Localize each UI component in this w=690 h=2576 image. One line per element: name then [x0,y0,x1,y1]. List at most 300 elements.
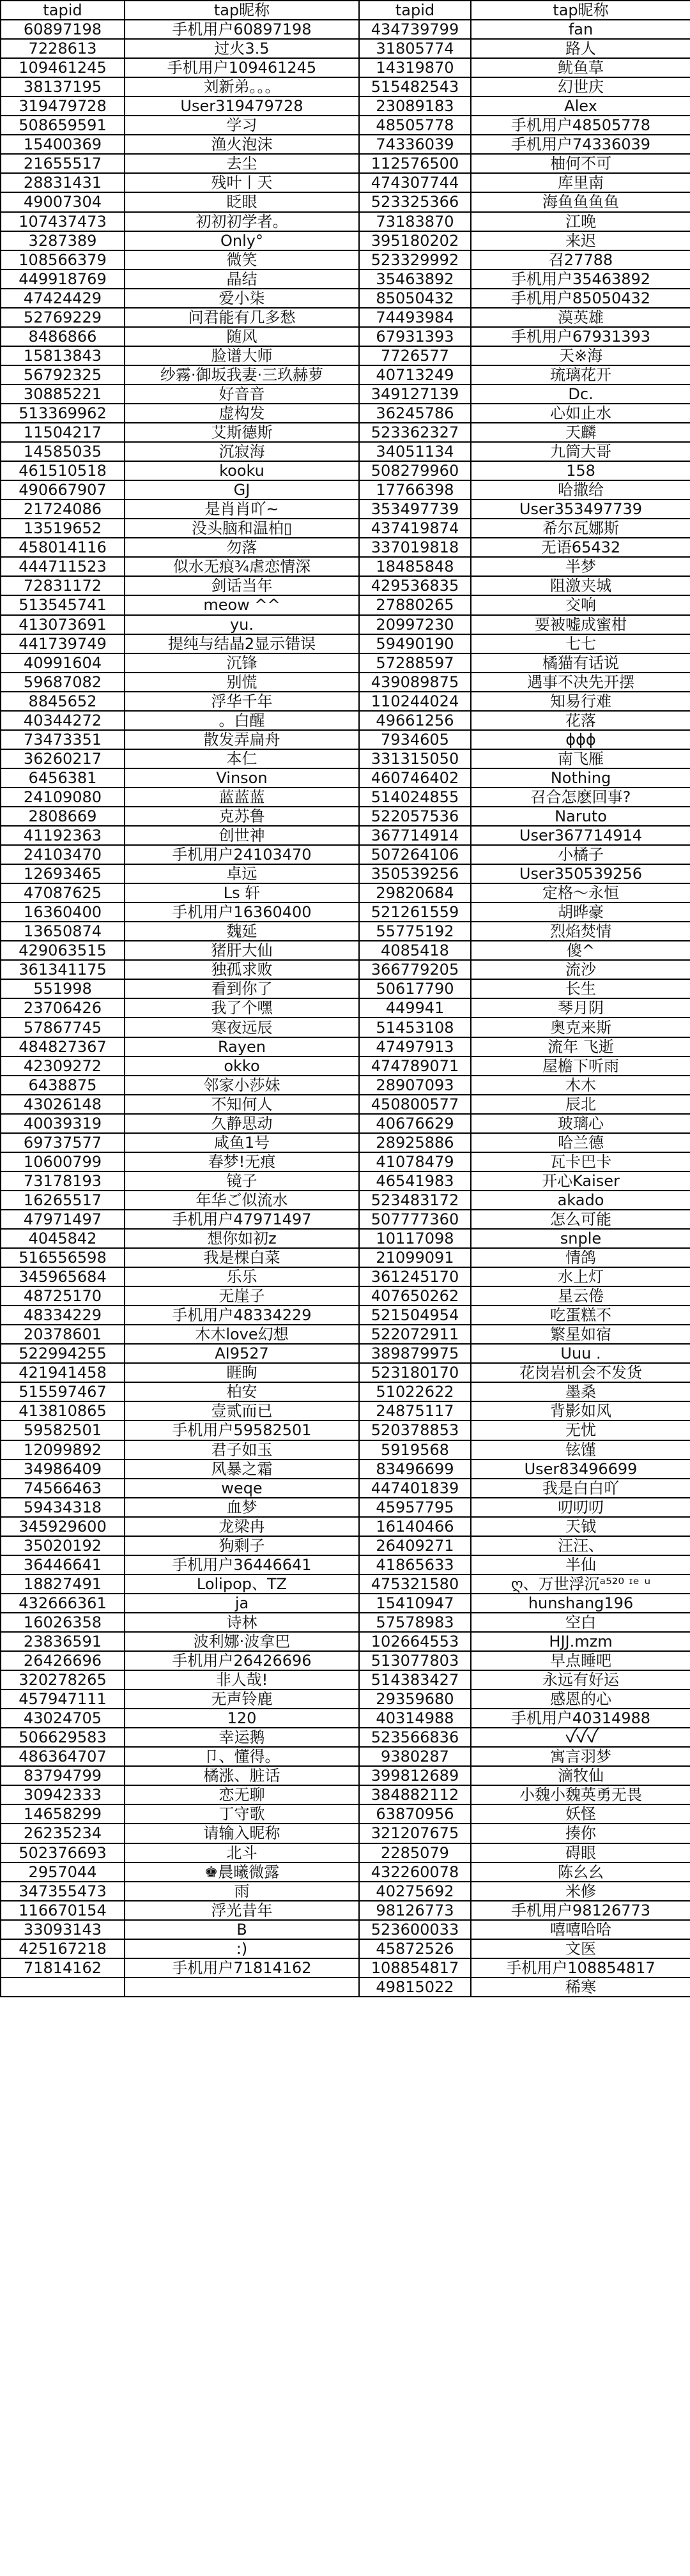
cell-nickname-2: 吃蛋糕不 [471,1306,690,1325]
table-row [1,1517,690,1536]
cell-nickname-2: 水上灯 [471,1267,690,1286]
cell-nickname-1: 橘涨、脏话 [125,1766,359,1785]
cell-nickname-1: 恋无聊 [125,1785,359,1804]
cell-tapid-2: 17766398 [359,480,471,499]
cell-nickname-1: 是肖肖吖~ [125,499,359,519]
cell-nickname-2: 背影如风 [471,1401,690,1421]
table-row [1,692,690,711]
table-row [1,1882,690,1901]
cell-nickname-1: 丁守歌 [125,1804,359,1824]
cell-tapid-1: 48725170 [1,1286,125,1306]
cell-nickname-2: 遇事不决先开摆 [471,673,690,692]
cell-tapid-1: 432666361 [1,1594,125,1613]
table-row [1,1267,690,1286]
cell-tapid-2: 434739799 [359,20,471,39]
cell-tapid-2: 507777360 [359,1210,471,1229]
table-row [1,404,690,423]
cell-tapid-1: 15813843 [1,346,125,365]
cell-nickname-2: 屋檐下听雨 [471,1056,690,1076]
cell-tapid-2: 474789071 [359,1056,471,1076]
cell-tapid-2: 460746402 [359,768,471,788]
table-row [1,1863,690,1882]
table-row [1,788,690,807]
table-row [1,845,690,864]
table-row [1,538,690,557]
cell-nickname-1: 脸谱大师 [125,346,359,365]
column-header-nickname-2: tap昵称 [471,1,690,20]
cell-nickname-2: 手机用户67931393 [471,327,690,346]
cell-tapid-1: 36446641 [1,1555,125,1574]
cell-tapid-1: 21724086 [1,499,125,519]
table-row [1,1459,690,1479]
cell-nickname-1: 手机用户26426696 [125,1651,359,1670]
cell-tapid-2: 7726577 [359,346,471,365]
cell-tapid-2: 331315050 [359,749,471,768]
table-row [1,807,690,826]
cell-nickname-1: Lolipop、TZ [125,1574,359,1594]
cell-tapid-1: 522994255 [1,1344,125,1363]
cell-tapid-1: 59687082 [1,673,125,692]
table-row [1,673,690,692]
table-row [1,634,690,653]
cell-nickname-2: 小橘子 [471,845,690,864]
cell-tapid-1: 47087625 [1,883,125,903]
cell-nickname-1: 寒夜远辰 [125,1017,359,1037]
cell-tapid-2: 513077803 [359,1651,471,1670]
table-row [1,826,690,845]
cell-tapid-1: 461510518 [1,461,125,480]
cell-nickname-2: 手机用户48505778 [471,116,690,135]
table-row [1,1939,690,1958]
cell-nickname-1: 久静思动 [125,1114,359,1133]
cell-tapid-1: 457947111 [1,1689,125,1709]
cell-tapid-1: 7228613 [1,39,125,58]
cell-tapid-2: 337019818 [359,538,471,557]
cell-nickname-2: 柚何不可 [471,154,690,173]
cell-nickname-2: Naruto [471,807,690,826]
cell-tapid-2: 399812689 [359,1766,471,1785]
cell-nickname-1: 剑话当年 [125,576,359,595]
column-header-nickname-1: tap昵称 [125,1,359,20]
table-row [1,1498,690,1517]
column-header-tapid-1: tapid [1,1,125,20]
cell-tapid-2: 14319870 [359,58,471,77]
table-row [1,1804,690,1824]
table-row [1,1574,690,1594]
cell-tapid-1: 23706426 [1,998,125,1017]
cell-tapid-1: 413810865 [1,1401,125,1421]
cell-tapid-2: 28925886 [359,1133,471,1152]
cell-nickname-2: 天钺 [471,1517,690,1536]
cell-nickname-2: Nothing [471,768,690,788]
cell-tapid-2: 83496699 [359,1459,471,1479]
cell-nickname-1: 我了个嘿 [125,998,359,1017]
cell-nickname-2: 流年 飞逝 [471,1037,690,1056]
cell-tapid-1: 49007304 [1,192,125,211]
cell-nickname-1: 纱霧·御坂我妻·三玖赫萝 [125,365,359,385]
table-row [1,1594,690,1613]
cell-tapid-1: 107437473 [1,212,125,231]
cell-tapid-2: 508279960 [359,461,471,480]
cell-tapid-2: 102664553 [359,1632,471,1651]
table-row [1,1210,690,1229]
cell-nickname-2: 手机用户108854817 [471,1958,690,1978]
cell-nickname-2: 库里南 [471,173,690,192]
cell-tapid-2: 28907093 [359,1076,471,1095]
cell-tapid-1: 23836591 [1,1632,125,1651]
cell-nickname-1: B [125,1920,359,1939]
table-row [1,1306,690,1325]
cell-tapid-1: 18827491 [1,1574,125,1594]
cell-tapid-2: 15410947 [359,1594,471,1613]
cell-tapid-1: 40039319 [1,1114,125,1133]
cell-nickname-1: 猪肝大仙 [125,941,359,960]
cell-nickname-2: 心如止水 [471,404,690,423]
cell-nickname-1: 诗林 [125,1613,359,1632]
cell-tapid-1: 108566379 [1,250,125,270]
table-row [1,1824,690,1843]
table-row [1,1382,690,1401]
cell-nickname-1: User319479728 [125,96,359,116]
table-row [1,346,690,365]
cell-nickname-1: 爱小柒 [125,289,359,308]
table-row [1,1095,690,1114]
cell-tapid-1: 40344272 [1,711,125,730]
table-row [1,1325,690,1344]
table-row [1,1056,690,1076]
cell-tapid-2: 67931393 [359,327,471,346]
cell-nickname-2: 九筒大哥 [471,442,690,461]
cell-nickname-1: 卓远 [125,864,359,883]
cell-tapid-1: 60897198 [1,20,125,39]
table-row [1,979,690,998]
cell-nickname-1: Only° [125,231,359,250]
cell-nickname-2: 烈焰焚情 [471,922,690,941]
table-row [1,270,690,289]
cell-nickname-2: 长生 [471,979,690,998]
cell-tapid-1: 26426696 [1,1651,125,1670]
cell-nickname-1: 渔火泡沫 [125,135,359,154]
cell-tapid-2: 63870956 [359,1804,471,1824]
cell-tapid-2: 523483172 [359,1191,471,1210]
cell-nickname-2: 漠英雄 [471,308,690,327]
cell-nickname-1: kooku [125,461,359,480]
cell-nickname-2: 路人 [471,39,690,58]
cell-nickname-1: 手机用户109461245 [125,58,359,77]
cell-nickname-2: 情鸽 [471,1248,690,1267]
cell-tapid-2: 16140466 [359,1517,471,1536]
cell-nickname-2: akado [471,1191,690,1210]
cell-tapid-2: 523329992 [359,250,471,270]
cell-nickname-1 [125,1978,359,1997]
cell-tapid-1: 3287389 [1,231,125,250]
cell-nickname-2: 来迟 [471,231,690,250]
cell-tapid-1: 13650874 [1,922,125,941]
cell-tapid-2: 47497913 [359,1037,471,1056]
cell-nickname-1: 浮光昔年 [125,1901,359,1920]
cell-nickname-2: 滴牧仙 [471,1766,690,1785]
cell-nickname-1: 过火3.5 [125,39,359,58]
table-row [1,77,690,96]
cell-nickname-2: 墨桑 [471,1382,690,1401]
cell-nickname-1: 浮华千年 [125,692,359,711]
cell-tapid-1: 2808669 [1,807,125,826]
table-row [1,1536,690,1555]
cell-nickname-2: Alex [471,96,690,116]
table-row [1,1286,690,1306]
cell-tapid-2: 523325366 [359,192,471,211]
cell-tapid-2: 522057536 [359,807,471,826]
cell-tapid-1: 449918769 [1,270,125,289]
table-row [1,250,690,270]
table-row [1,883,690,903]
cell-tapid-2: 45872526 [359,1939,471,1958]
cell-tapid-2: 437419874 [359,519,471,538]
cell-nickname-1: 手机用户71814162 [125,1958,359,1978]
table-row [1,1651,690,1670]
cell-nickname-1: 魏延 [125,922,359,941]
table-row [1,39,690,58]
cell-nickname-2: User83496699 [471,1459,690,1479]
cell-nickname-2: 感恩的心 [471,1689,690,1709]
cell-tapid-1: 59434318 [1,1498,125,1517]
table-row [1,327,690,346]
table-row [1,1766,690,1785]
cell-tapid-2: 21099091 [359,1248,471,1267]
cell-tapid-1: 69737577 [1,1133,125,1152]
cell-nickname-2: 文医 [471,1939,690,1958]
cell-tapid-1: 24103470 [1,845,125,864]
cell-nickname-2: 手机用户35463892 [471,270,690,289]
cell-nickname-2: 江晚 [471,212,690,231]
cell-nickname-2: fan [471,20,690,39]
cell-nickname-1: 克苏鲁 [125,807,359,826]
cell-tapid-1: 43026148 [1,1095,125,1114]
cell-tapid-1: 12693465 [1,864,125,883]
cell-tapid-1: 16360400 [1,903,125,922]
cell-nickname-1: 勿落 [125,538,359,557]
cell-nickname-2: snple [471,1229,690,1248]
cell-tapid-2: 34051134 [359,442,471,461]
table-row [1,1843,690,1863]
cell-tapid-2: 522072911 [359,1325,471,1344]
cell-tapid-1: 43024705 [1,1709,125,1728]
table-row [1,1709,690,1728]
cell-nickname-2: 阻激夹城 [471,576,690,595]
cell-tapid-2: 366779205 [359,960,471,979]
cell-nickname-2: 我是白白吖 [471,1479,690,1498]
cell-nickname-1: 柏安 [125,1382,359,1401]
cell-tapid-2: 85050432 [359,289,471,308]
cell-nickname-2: ꪜꪜꪜ [471,1728,690,1747]
cell-tapid-1: 36260217 [1,749,125,768]
cell-nickname-1: 狗剩子 [125,1536,359,1555]
cell-nickname-2: 半仙 [471,1555,690,1574]
cell-nickname-2: 手机用户40314988 [471,1709,690,1728]
cell-nickname-2: 海鱼鱼鱼鱼 [471,192,690,211]
cell-tapid-1: 33093143 [1,1920,125,1939]
table-row [1,615,690,634]
cell-tapid-2: 353497739 [359,499,471,519]
cell-tapid-2: 350539256 [359,864,471,883]
cell-nickname-1: 血梦 [125,1498,359,1517]
table-row [1,1479,690,1498]
cell-tapid-1: 109461245 [1,58,125,77]
cell-tapid-2: 515482543 [359,77,471,96]
table-row [1,1728,690,1747]
cell-nickname-1: 散发弄扁舟 [125,730,359,749]
table-row [1,1958,690,1978]
table-row [1,1613,690,1632]
cell-tapid-1: 73473351 [1,730,125,749]
cell-nickname-1: 想你如初z [125,1229,359,1248]
cell-tapid-1: 13519652 [1,519,125,538]
table-row [1,1037,690,1056]
cell-tapid-1: 116670154 [1,1901,125,1920]
cell-tapid-2: 29359680 [359,1689,471,1709]
cell-tapid-1: 486364707 [1,1747,125,1766]
table-row [1,1785,690,1804]
cell-nickname-2: 玻璃心 [471,1114,690,1133]
table-row [1,1363,690,1382]
cell-nickname-1: Rayen [125,1037,359,1056]
cell-nickname-2: 空白 [471,1613,690,1632]
cell-tapid-1: 12099892 [1,1440,125,1459]
table-row [1,595,690,614]
cell-nickname-2: 揍你 [471,1824,690,1843]
cell-nickname-2: HJJ.mzm [471,1632,690,1651]
table-row [1,711,690,730]
cell-nickname-1: okko [125,1056,359,1076]
table-row [1,192,690,211]
cell-tapid-1: 20378601 [1,1325,125,1344]
cell-tapid-2: 507264106 [359,845,471,864]
cell-tapid-2: 5919568 [359,1440,471,1459]
cell-tapid-2: 520378853 [359,1421,471,1440]
cell-nickname-2: 要被嘘成蜜柑 [471,615,690,634]
cell-nickname-1: 刘新弟。。。 [125,77,359,96]
cell-nickname-1: 艾斯德斯 [125,423,359,442]
cell-nickname-1: 手机用户60897198 [125,20,359,39]
table-row [1,1421,690,1440]
cell-nickname-2: 小魏小魏英勇无畏 [471,1785,690,1804]
cell-nickname-2: 希尔瓦娜斯 [471,519,690,538]
cell-nickname-2: 木木 [471,1076,690,1095]
cell-tapid-2: 523600033 [359,1920,471,1939]
table-body [1,20,690,1997]
cell-tapid-2: 112576500 [359,154,471,173]
cell-nickname-1: 卩、懂得。 [125,1747,359,1766]
table-row [1,231,690,250]
cell-nickname-1: 随风 [125,327,359,346]
table-row [1,998,690,1017]
cell-tapid-2: 57288597 [359,653,471,673]
cell-tapid-2: 449941 [359,998,471,1017]
cell-nickname-1: yu. [125,615,359,634]
table-row [1,365,690,385]
cell-nickname-1: :) [125,1939,359,1958]
table-row [1,1171,690,1191]
cell-tapid-1: 458014116 [1,538,125,557]
cell-tapid-2: 7934605 [359,730,471,749]
table-row [1,1670,690,1689]
cell-nickname-1: 无声铃鹿 [125,1689,359,1709]
cell-nickname-2: 手机用户85050432 [471,289,690,308]
cell-nickname-2: 妖怪 [471,1804,690,1824]
cell-nickname-1: 好音音 [125,385,359,404]
cell-tapid-2: 24875117 [359,1401,471,1421]
cell-tapid-2: 98126773 [359,1901,471,1920]
table-row [1,423,690,442]
column-header-tapid-2: tapid [359,1,471,20]
cell-tapid-2: 40314988 [359,1709,471,1728]
cell-nickname-2: User353497739 [471,499,690,519]
cell-tapid-2: 4085418 [359,941,471,960]
cell-nickname-1: AI9527 [125,1344,359,1363]
cell-tapid-1: 14658299 [1,1804,125,1824]
cell-tapid-1: 8486866 [1,327,125,346]
cell-nickname-1: 120 [125,1709,359,1728]
cell-tapid-2: 447401839 [359,1479,471,1498]
cell-tapid-1: 516556598 [1,1248,125,1267]
cell-tapid-1: 484827367 [1,1037,125,1056]
cell-tapid-2: 367714914 [359,826,471,845]
cell-tapid-2: 26409271 [359,1536,471,1555]
cell-nickname-2: 天麟 [471,423,690,442]
cell-tapid-1: 425167218 [1,1939,125,1958]
cell-tapid-2: 2285079 [359,1843,471,1863]
cell-tapid-1: 2957044 [1,1863,125,1882]
cell-nickname-2: 奥克来斯 [471,1017,690,1037]
table-row [1,864,690,883]
cell-tapid-1: 83794799 [1,1766,125,1785]
cell-tapid-2: 450800577 [359,1095,471,1114]
cell-tapid-2: 45957795 [359,1498,471,1517]
table-row [1,58,690,77]
cell-nickname-1: 手机用户36446641 [125,1555,359,1574]
cell-nickname-2: 永远有好运 [471,1670,690,1689]
table-row [1,1133,690,1152]
cell-nickname-1: 沉寂海 [125,442,359,461]
cell-nickname-1: 微笑 [125,250,359,270]
cell-tapid-1: 42309272 [1,1056,125,1076]
cell-tapid-1: 413073691 [1,615,125,634]
cell-nickname-1: 看到你了 [125,979,359,998]
table-row [1,519,690,538]
table-row [1,1901,690,1920]
cell-tapid-1: 24109080 [1,788,125,807]
cell-nickname-2: 天※海 [471,346,690,365]
cell-tapid-2: 521504954 [359,1306,471,1325]
cell-nickname-2: 无忧 [471,1421,690,1440]
cell-nickname-2: 南飞雁 [471,749,690,768]
table-row [1,20,690,39]
cell-tapid-1: 551998 [1,979,125,998]
cell-nickname-2: 交响 [471,595,690,614]
cell-nickname-2: 召27788 [471,250,690,270]
table-row [1,576,690,595]
table-row [1,749,690,768]
cell-tapid-2: 31805774 [359,39,471,58]
cell-tapid-2: 432260078 [359,1863,471,1882]
cell-tapid-1: 56792325 [1,365,125,385]
table-row [1,154,690,173]
cell-nickname-2: 叨叨叨 [471,1498,690,1517]
cell-tapid-1: 52769229 [1,308,125,327]
cell-tapid-1: 41192363 [1,826,125,845]
cell-tapid-2: 57578983 [359,1613,471,1632]
cell-tapid-2: 389879975 [359,1344,471,1363]
